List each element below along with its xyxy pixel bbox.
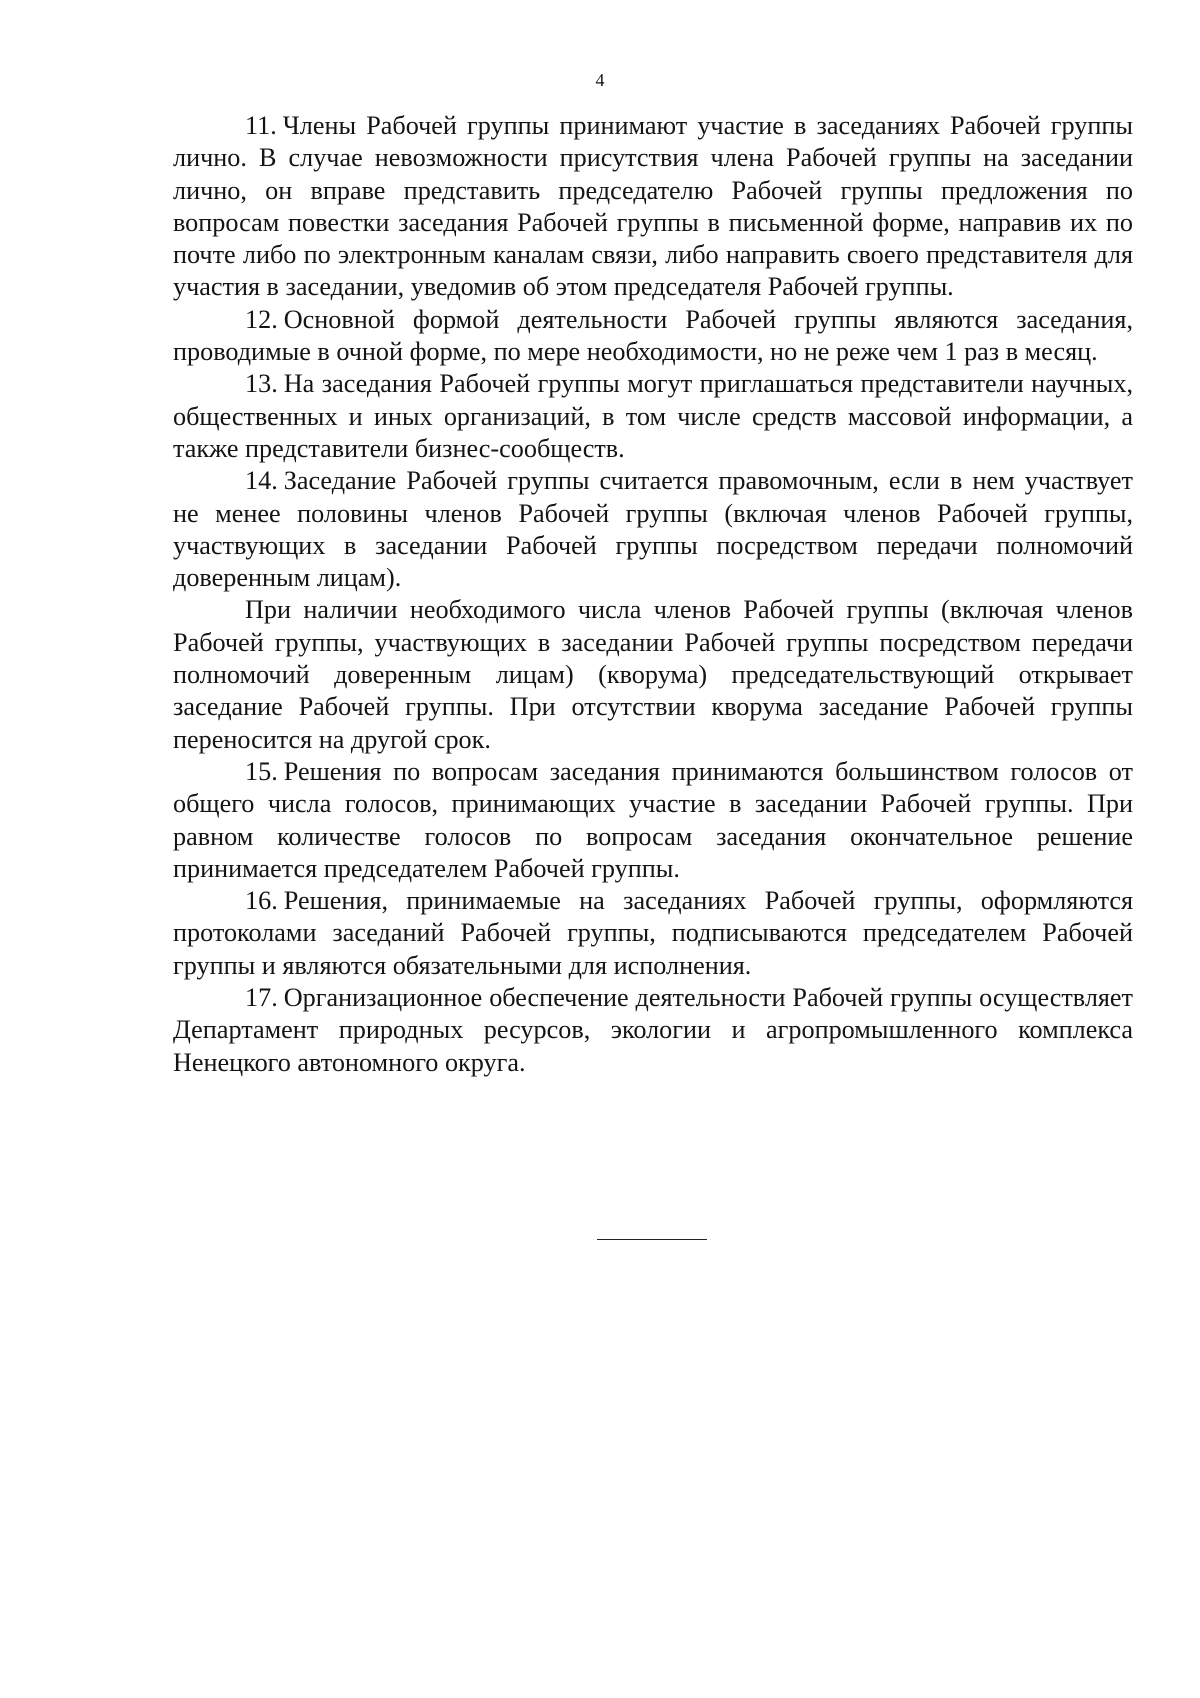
paragraph-12 [173, 304, 1133, 369]
page-number: 4 [595, 70, 605, 90]
paragraph-text: Организационное обеспечение деятельности Рабочей группы осуществляет Департамент природных ресурсов, экологии и агропромышленного комплекса Ненецкого автономного округа. [173, 983, 1133, 1077]
paragraph-text: Заседание Рабочей группы считается правомочным, если в нем участвует не менее половины членов Рабочей группы (включая членов Рабочей группы, участвующих в заседании Рабочей группы посредством передачи полномочий доверенным лицам). [173, 466, 1133, 593]
paragraph-text: На заседания Рабочей группы могут приглашаться представители научных, общественных и иных организаций, в том числе средств массовой информации, а также представители бизнес-сообществ. [173, 369, 1133, 463]
paragraph-number: 12. [245, 304, 278, 334]
paragraph-number: 15. [245, 756, 278, 786]
paragraph-number: 14. [245, 466, 278, 496]
paragraph-text: При наличии необходимого числа членов Рабочей группы (включая членов Рабочей группы, участвующих в заседании Рабочей группы посредством передачи полномочий доверенным лицам) (кворума) председательствующий открывает заседание Рабочей группы. При отсутствии кворума заседание Рабочей группы переносится на другой срок. [173, 595, 1133, 754]
paragraph-number: 16. [245, 886, 278, 916]
paragraph-11 [173, 110, 1133, 304]
paragraph-14 [173, 465, 1133, 594]
paragraph-15 [173, 756, 1133, 885]
paragraph-17 [173, 982, 1133, 1079]
document-body [173, 110, 1133, 1079]
paragraph-number: 13. [245, 369, 278, 399]
paragraph-number: 17. [245, 983, 278, 1013]
paragraph-text: Решения, принимаемые на заседаниях Рабочей группы, оформляются протоколами заседаний Рабочей группы, подписываются председателем Рабочей группы и являются обязательными для исполнения. [173, 886, 1133, 980]
paragraph-16 [173, 885, 1133, 982]
paragraph-number: 11. [245, 111, 277, 140]
paragraph-text: Основной формой деятельности Рабочей группы являются заседания, проводимые в очной форме, по мере необходимости, но не реже чем 1 раз в месяц. [173, 304, 1133, 367]
end-of-document-rule [597, 1239, 707, 1240]
paragraph-text: Решения по вопросам заседания принимаются большинством голосов от общего числа голосов, принимающих участие в заседании Рабочей группы. При равном количестве голосов по вопросам заседания окончательное решение принимается председателем Рабочей группы. [173, 756, 1133, 883]
paragraph-text: Члены Рабочей группы принимают участие в заседаниях Рабочей группы лично. В случае невозможности присутствия члена Рабочей группы на заседании лично, он вправе представить председателю Рабочей группы предложения по вопросам повестки заседания Рабочей группы в письменной форме, направив их по почте либо по электронным каналам связи, либо направить своего представителя для участия в заседании, уведомив об этом председателя Рабочей группы. [173, 111, 1133, 302]
paragraph-13 [173, 368, 1133, 465]
paragraph-14-quorum [173, 594, 1133, 755]
